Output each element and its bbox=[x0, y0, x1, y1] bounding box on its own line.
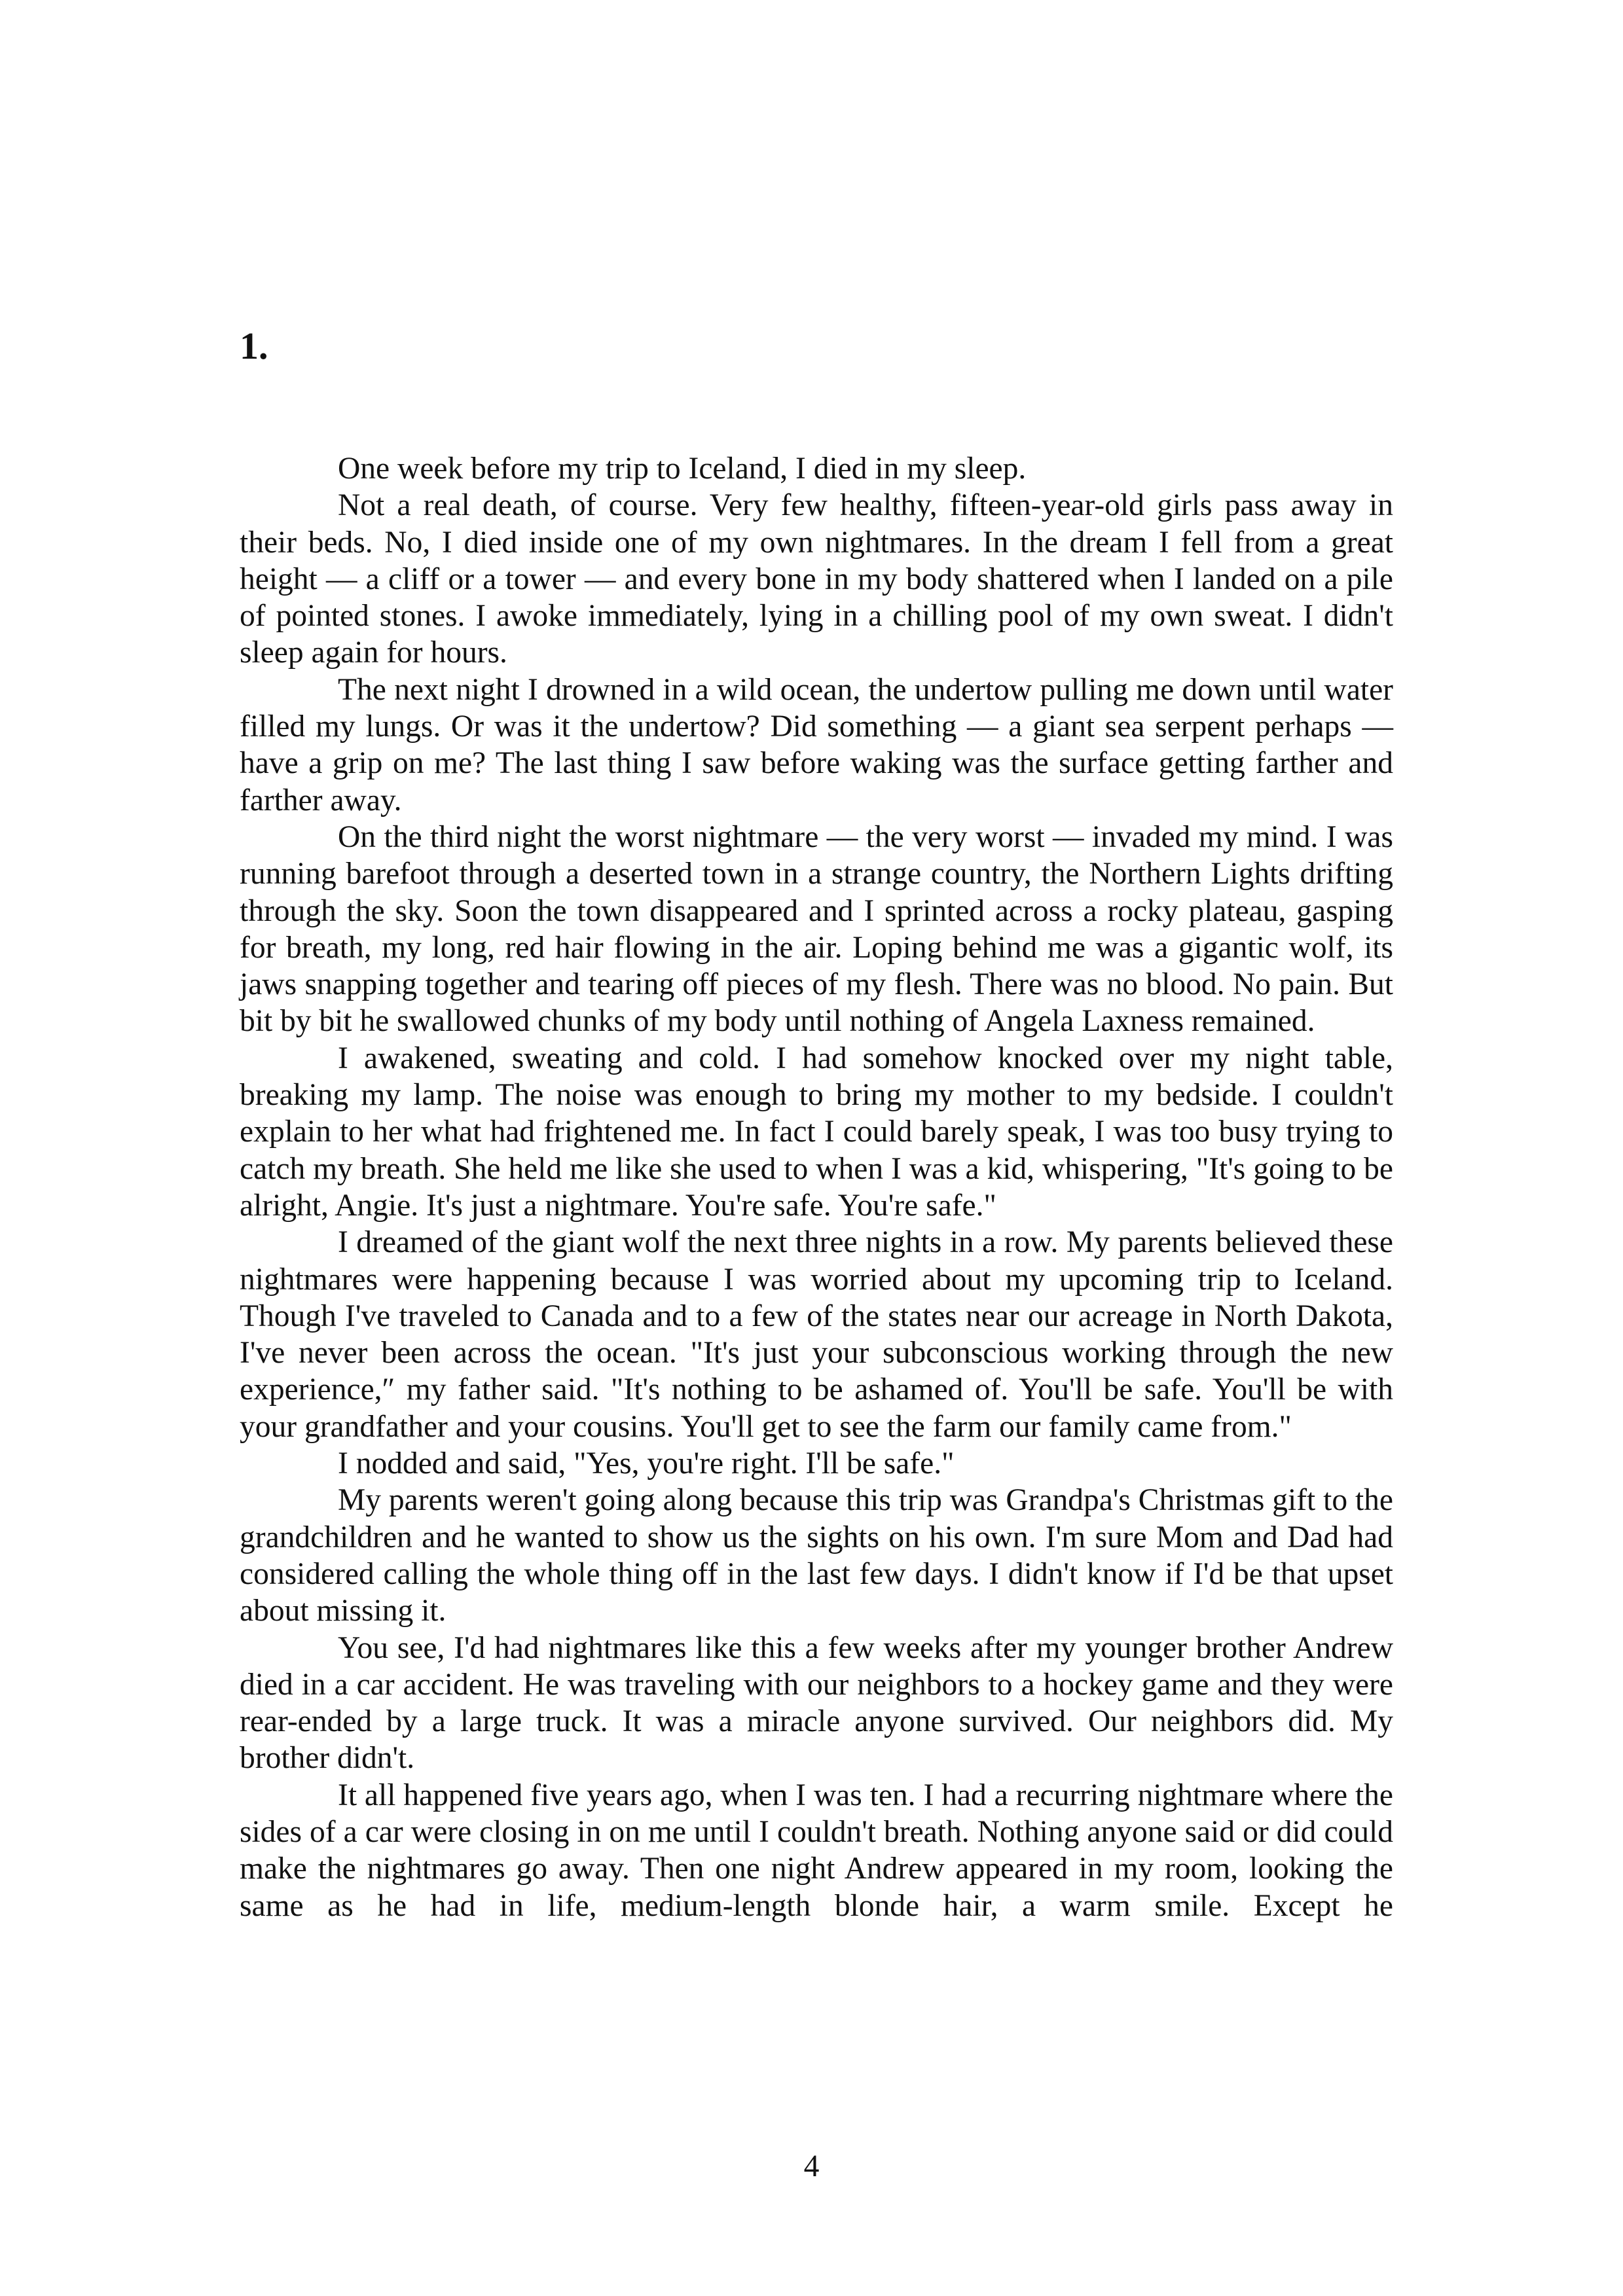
paragraph: One week before my trip to Iceland, I died in my sleep. bbox=[338, 452, 1027, 486]
paragraph: My parents weren't going along because this trip was Grandpa's Christmas gift to the grandchildren and he wanted to show us the sights on his own. I'm sure Mom and Dad had considered calling the whole thing off in the last few days. I didn't know if I'd be that upset about missing it. bbox=[240, 1483, 1393, 1628]
chapter-body bbox=[240, 450, 1393, 1924]
paragraph: The next night I drowned in a wild ocean, the undertow pulling me down until water filled my lungs. Or was it the undertow? Did something — a giant sea serpent perhaps — have a grip on me? The last thing I saw before waking was the surface getting farther and farther away. bbox=[240, 672, 1393, 817]
page-number: 4 bbox=[803, 2149, 820, 2183]
chapter-heading: 1. bbox=[240, 325, 268, 367]
paragraph: On the third night the worst nightmare — the very worst — invaded my mind. I was running barefoot through a deserted town in a strange country, the Northern Lights drifting through the sky. Soon the town disappeared and I sprinted across a rocky plateau, gasping for breath, my long, red hair flowing in the air. Loping behind me was a gigantic wolf, its jaws snapping together and tearing off pieces of my flesh. There was no blood. No pain. But bit by bit he swallowed chunks of my body until nothing of Angela Laxness remained. bbox=[240, 819, 1393, 1039]
paragraph-last: It all happened five years ago, when I was ten. I had a recurring nightmare where the sides of a car were closing in on me until I couldn't breath. Nothing anyone said or did could make the nightmares go away. Then one night Andrew appeared in my room, looking the same as he had in life, medium-length blonde hair, a warm smile. Except he bbox=[240, 1778, 1393, 1923]
paragraph: I dreamed of the giant wolf the next three nights in a row. My parents believed these nightmares were happening because I was worried about my upcoming trip to Iceland. Though I've traveled to Canada and to a few of the states near our acreage in North Dakota, I've never been across the ocean. "It's just your subconscious working through the new experience,″ my father said. "It's nothing to be ashamed of. You'll be safe. You'll be with your grandfather and your cousins. You'll get to see the farm our family came from." bbox=[240, 1225, 1393, 1444]
paragraph: I awakened, sweating and cold. I had somehow knocked over my night table, breaking my lamp. The noise was enough to bring my mother to my bedside. I couldn't explain to her what had frightened me. In fact I could barely speak, I was too busy trying to catch my breath. She held me like she used to when I was a kid, whispering, "It's going to be alright, Angie. It's just a nightmare. You're safe. You're safe." bbox=[240, 1041, 1393, 1223]
paragraph: Not a real death, of course. Very few healthy, fifteen-year-old girls pass away in their beds. No, I died inside one of my own nightmares. In the dream I fell from a great height — a cliff or a tower — and every bone in my body shattered when I landed on a pile of pointed stones. I awoke immediately, lying in a chilling pool of my own sweat. I didn't sleep again for hours. bbox=[240, 488, 1393, 670]
paragraph: I nodded and said, "Yes, you're right. I'll be safe." bbox=[338, 1446, 955, 1481]
paragraph: You see, I'd had nightmares like this a few weeks after my younger brother Andrew died in a car accident. He was traveling with our neighbors to a hockey game and they were rear-ended by a large truck. It was a miracle anyone survived. Our neighbors did. My brother didn't. bbox=[240, 1630, 1393, 1776]
